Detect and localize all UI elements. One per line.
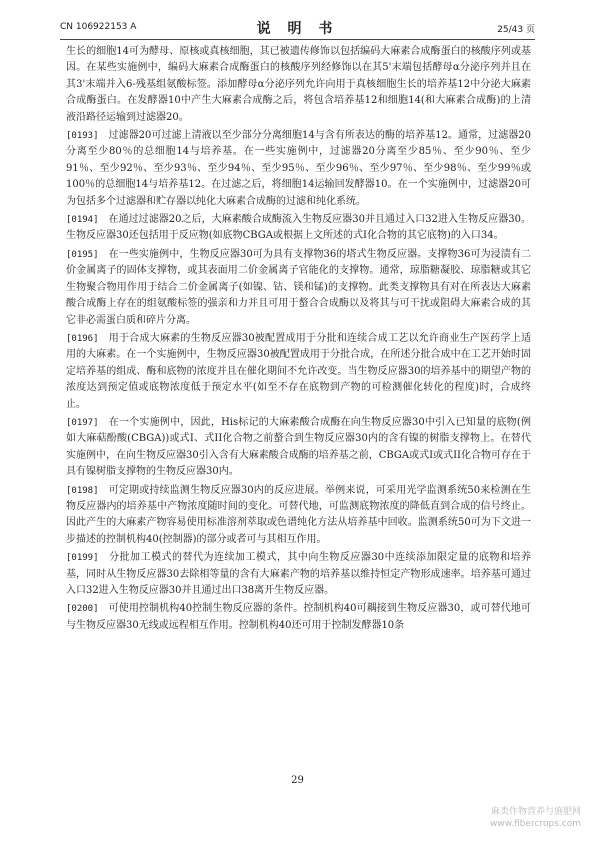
paragraph-number: [0200] bbox=[66, 604, 99, 615]
paragraph-0200 bbox=[66, 601, 531, 634]
paragraph-0194 bbox=[66, 212, 531, 245]
paragraph-number: [0193] bbox=[66, 131, 99, 142]
publication-number: CN 106922153 A bbox=[60, 22, 137, 32]
paragraph-0193 bbox=[66, 128, 531, 210]
paragraph-0196 bbox=[66, 331, 531, 413]
paragraph-text: 分批加工模式的替代为连续加工模式，其中向生物反应器30中连续添加限定量的底物和培养基，同时从生物反应器30去除相等量的含有大麻素产物的培养基以维持恒定产物形成速率。培养基可通过入口32进入生物反应器30并且通过出口38离开生物反应器。 bbox=[66, 552, 531, 596]
paragraph-0197 bbox=[66, 415, 531, 481]
paragraph-text: 在一些实施例中，生物反应器30可为具有支撑物36的塔式生物反应器。支撑物36可为浸渍有二价金属离子的固体支撑物，或其表面用二价金属离子官能化的支撑物。通常，琼脂糖凝胶、琼脂糖或其它生物聚合物用作用于结合二价金属离子(如镍、钴、镁和锰)的支撑物。此类支撑物具有对在所表达大麻素酸合成酶上存在的组氨酸标签的强亲和力并且可用于螯合合成酶以及将其与可干扰或阻碍大麻素合成的其它非必需蛋白质和碎片分离。 bbox=[66, 248, 531, 326]
paragraph-number: [0194] bbox=[66, 215, 99, 226]
paragraph-number: [0199] bbox=[66, 553, 99, 564]
paragraph-0198 bbox=[66, 483, 531, 549]
paragraph-text: 过滤器20可过滤上清液以至少部分分离细胞14与含有所表达的酶的培养基12。通常，过滤器20分离至少80％的总细胞14与培养基。在一些实施例中，过滤器20分离至少85％、至少90％、至少91％、至少92％、至少93％、至少94％、至少95％、至少96％、至少97％、至少98％、至少99％或100％的总细胞14与培养基12。在过滤之后，将细胞14运输回发酵器10。在一个实施例中，过滤器20可为包括多个过滤器和贮存器以纯化大麻素合成酶的过滤和纯化系统。 bbox=[66, 130, 531, 207]
watermark-url: www.fibercrops.com bbox=[490, 819, 581, 829]
paragraph-number: [0195] bbox=[66, 249, 99, 260]
watermark bbox=[490, 806, 581, 830]
paragraph-number: [0197] bbox=[66, 417, 99, 428]
document-body bbox=[66, 44, 531, 636]
paragraph-text: 在通过过滤器20之后，大麻素酸合成酶流入生物反应器30并且通过入口32进入生物反应器30。生物反应器30还包括用于反应物(如底物CBGA或根据上文所述的式I化合物的其它底物)的入口34。 bbox=[66, 214, 531, 242]
paragraph-text: 可使用控制机构40控制生物反应器的条件。控制机构40可耦接到生物反应器30，或可替代地可与生物反应器30无线或远程相互作用。控制机构40还可用于控制发酵器10条 bbox=[66, 603, 531, 631]
paragraph-number: [0198] bbox=[66, 485, 99, 496]
paragraph-text: 用于合成大麻素的生物反应器30被配置成用于分批和连续合成工艺以允许商业生产医药学上适用的大麻素。在一个实施例中，生物反应器30被配置成用于分批合成，在所述分批合成中在工艺开始时固定培养基的组成、酶和底物的浓度并且在催化期间不允许改变。当生物反应器30的培养基中的期望产物的浓度达到预定值或底物浓度低于预定水平(如至不存在底物到产物的可检测催化转化的程度)时，合成终止。 bbox=[66, 332, 531, 410]
paragraph-number: [0196] bbox=[66, 333, 99, 344]
page-reference: 25/43 页 bbox=[497, 25, 535, 35]
page-header bbox=[60, 18, 535, 38]
paragraph-0199 bbox=[66, 550, 531, 599]
header-divider bbox=[60, 39, 535, 40]
document-title: 说 明 书 bbox=[256, 21, 339, 37]
paragraph-text: 在一个实施例中，因此，His标记的大麻素酸合成酶在向生物反应器30中引入已知量的底物(例如大麻萜酚酸(CBGA))或式I、式II化合物之前螯合到生物反应器30内的含有镍的树脂支撑物上。在替代实施例中，在向生物反应器30引入含有大麻素酸合成酶的培养基之前，CBGA或式I或式II化合物可存在于具有镍树脂支撑物的生物反应器30内。 bbox=[66, 416, 531, 478]
paragraph-text: 可定期或持续监测生物反应器30内的反应进展。举例来说，可采用光学监测系统50来检测在生物反应器内的培养基中产物浓度随时间的变化。可替代地，可监测底物浓度的降低直到合成的信号终止。因此产生的大麻素产物容易使用标准溶剂萃取或色谱纯化方法从培养基中回收。监测系统50可为下文进一步描述的控制机构40(控制器)的部分或者可与其相互作用。 bbox=[66, 484, 531, 545]
page-number: 29 bbox=[291, 775, 304, 786]
paragraph-continued bbox=[66, 44, 531, 126]
paragraph-text: 生长的细胞14可为酵母、原核或真核细胞，其已被遗传修饰以包括编码大麻素合成酶蛋白的核酸序列或基因。在某些实施例中，编码大麻素合成酶蛋白的核酸序列经修饰以在其5'末端包括酵母α分泌序列并且在其3'末端并入6-残基组氨酸标签。添加酵母α分泌序列允许向用于真核细胞生长的培养基12中分泌大麻素合成酶蛋白。在发酵器10中产生大麻素合成酶之后，将包含培养基12和细胞14(和大麻素合成酶)的上清液沿路径运输到过滤器20。 bbox=[66, 46, 531, 123]
paragraph-0195 bbox=[66, 247, 531, 329]
watermark-site-name: 麻类作物营养与施肥网 bbox=[490, 807, 581, 817]
